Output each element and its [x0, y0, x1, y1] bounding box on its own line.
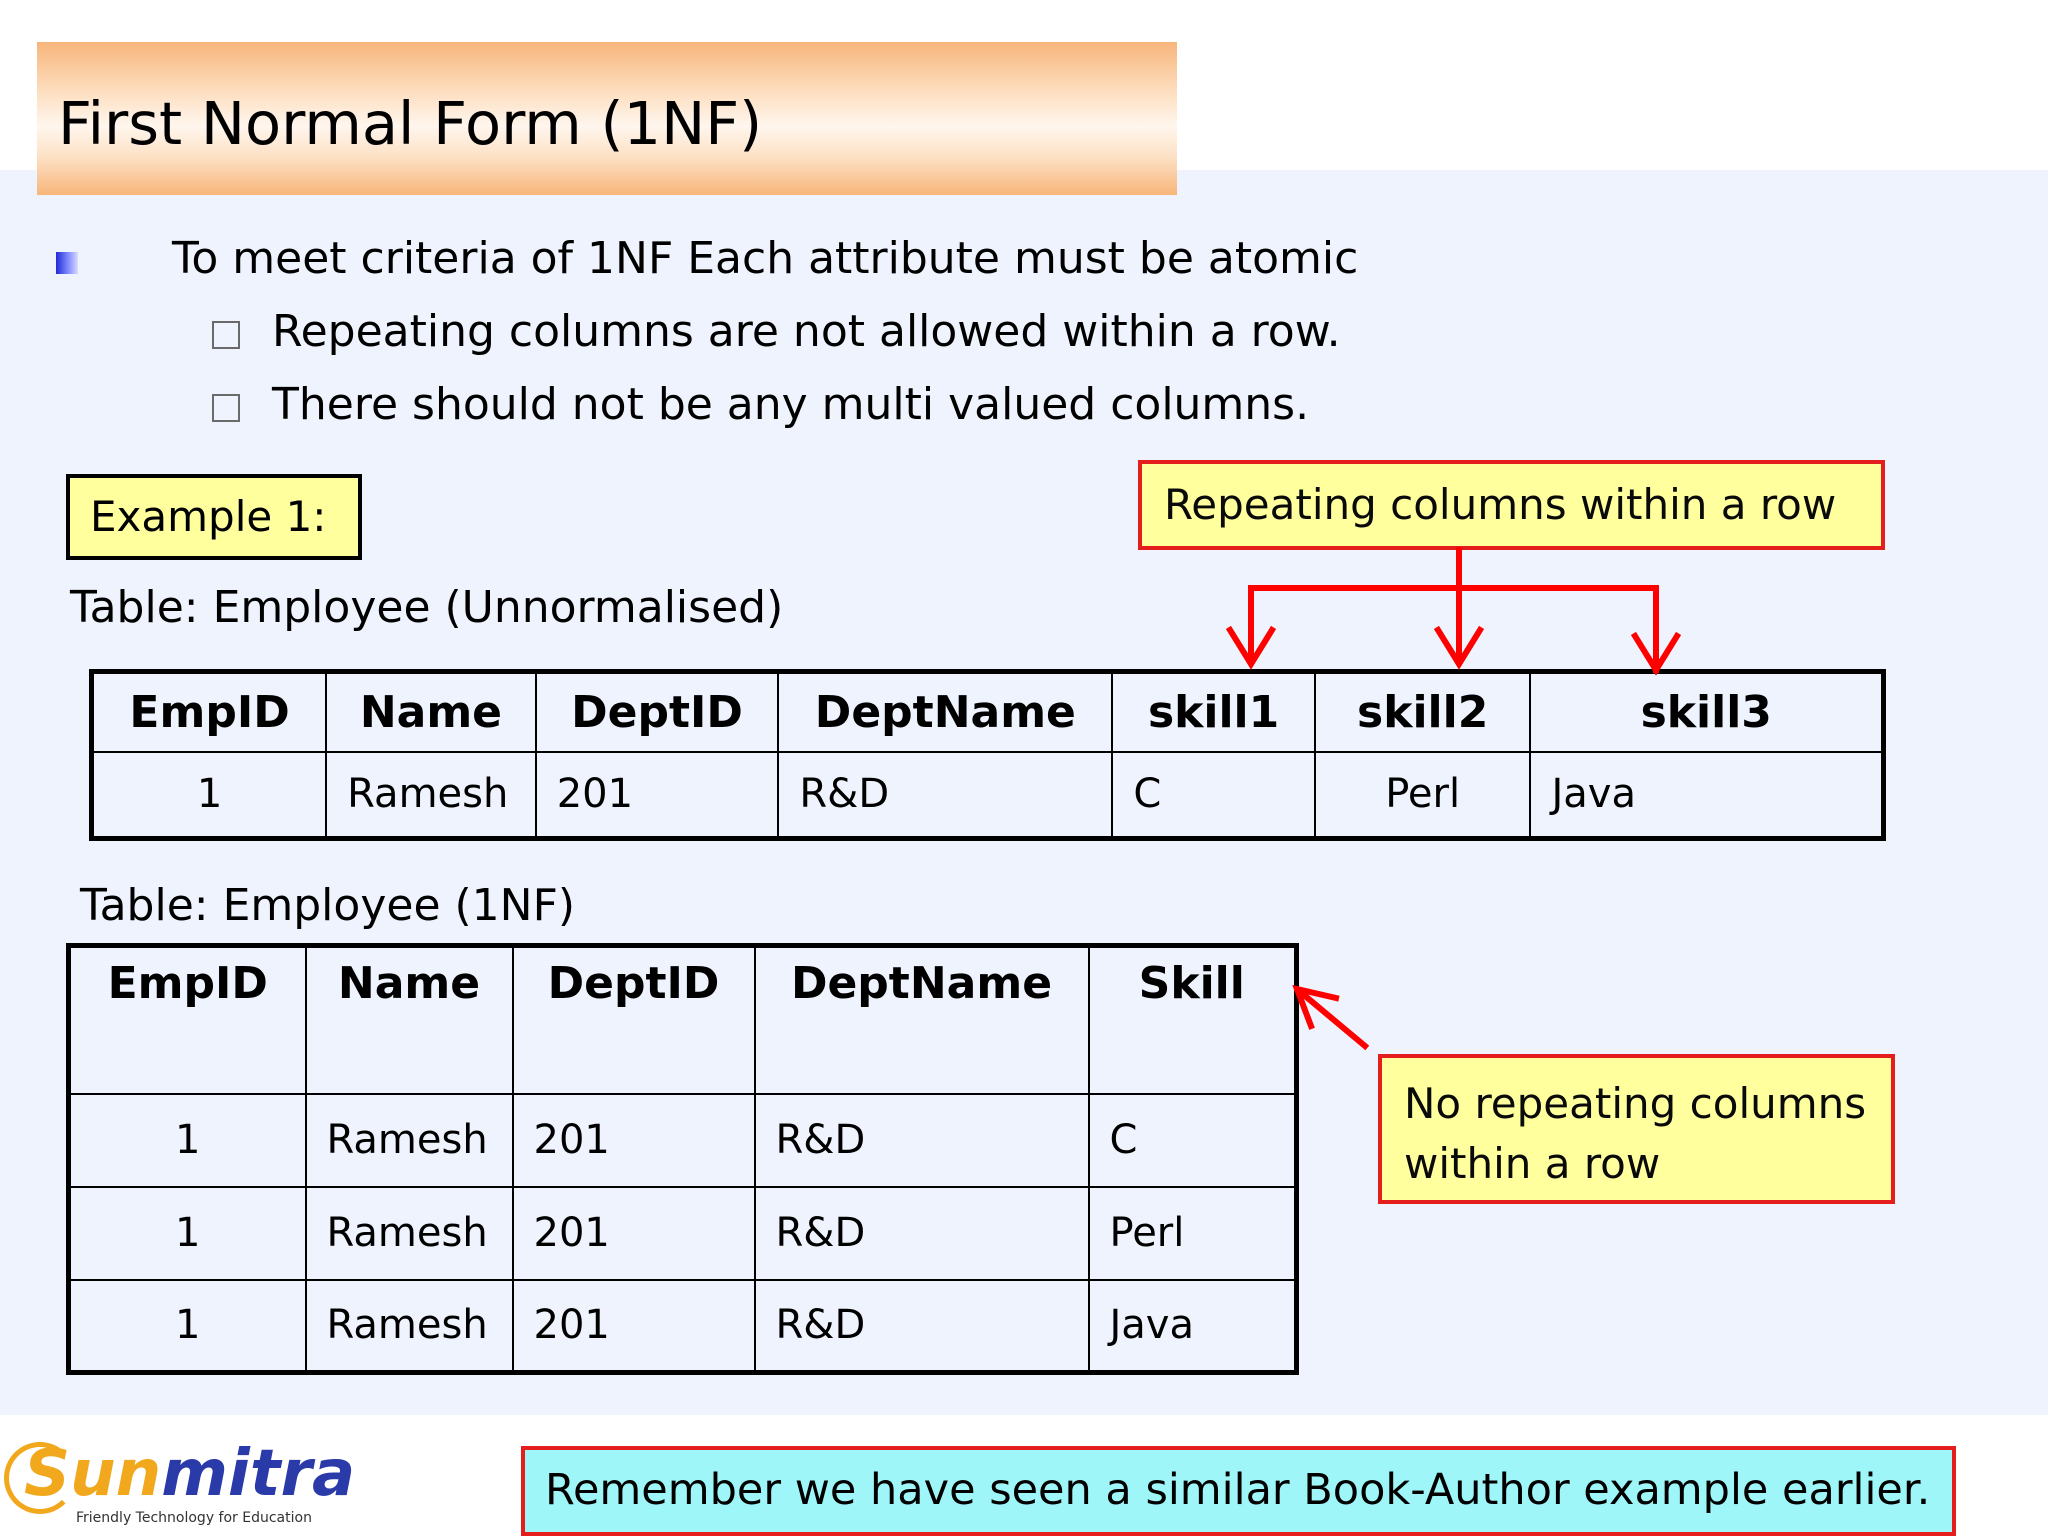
- callout-line-2: within a row: [1404, 1139, 1661, 1188]
- logo-wordmark: Sunmitra: [24, 1437, 356, 1511]
- table-cell: R&D: [778, 752, 1112, 839]
- column-header: DeptID: [513, 946, 755, 1094]
- column-header: skill2: [1315, 672, 1531, 752]
- table-cell: 1: [69, 1280, 306, 1373]
- column-header: skill1: [1112, 672, 1315, 752]
- column-header: Skill: [1089, 946, 1297, 1094]
- table-cell: 201: [513, 1094, 755, 1187]
- table-cell: 1: [92, 752, 327, 839]
- column-header: Name: [306, 946, 513, 1094]
- table-cell: Perl: [1315, 752, 1531, 839]
- table-row: [92, 752, 1884, 839]
- table-caption-1nf: Table: Employee (1NF): [80, 880, 576, 931]
- table-cell: C: [1089, 1094, 1297, 1187]
- table-cell: 201: [513, 1187, 755, 1280]
- checkbox-bullet-icon: [212, 321, 240, 349]
- callout-repeating-columns: Repeating columns within a row: [1138, 460, 1885, 550]
- sub-bullet-1: Repeating columns are not allowed within a row.: [272, 306, 1341, 357]
- column-header: DeptName: [755, 946, 1089, 1094]
- checkbox-bullet-icon: [212, 394, 240, 422]
- table-cell: 201: [536, 752, 779, 839]
- table-caption-unnormalised: Table: Employee (Unnormalised): [70, 582, 784, 633]
- table-cell: R&D: [755, 1280, 1089, 1373]
- table-row: [69, 1094, 1297, 1187]
- table-cell: R&D: [755, 1094, 1089, 1187]
- table-cell: R&D: [755, 1187, 1089, 1280]
- footer-note: Remember we have seen a similar Book-Author example earlier.: [521, 1446, 1956, 1536]
- table-cell: 201: [513, 1280, 755, 1373]
- table-row: [69, 1187, 1297, 1280]
- callout-line-1: No repeating columns: [1404, 1079, 1867, 1128]
- column-header: DeptName: [778, 672, 1112, 752]
- table-cell: Ramesh: [306, 1280, 513, 1373]
- table-cell: Ramesh: [306, 1094, 513, 1187]
- callout-no-repeating-columns: [1378, 1054, 1895, 1204]
- slide-title: First Normal Form (1NF): [58, 89, 763, 158]
- column-header: skill3: [1530, 672, 1883, 752]
- table-cell: Ramesh: [326, 752, 536, 839]
- column-header: DeptID: [536, 672, 779, 752]
- table-cell: Java: [1530, 752, 1883, 839]
- sunmitra-logo: [4, 1434, 356, 1529]
- table-header-row: [92, 672, 1884, 752]
- table-cell: 1: [69, 1187, 306, 1280]
- bullet-square-icon: [56, 252, 78, 274]
- table-cell: Ramesh: [306, 1187, 513, 1280]
- bullet-main: To meet criteria of 1NF Each attribute must be atomic: [172, 233, 1359, 284]
- employee-1nf-table: [66, 943, 1299, 1375]
- example-label: Example 1:: [66, 474, 362, 560]
- table-row: [69, 1280, 1297, 1373]
- sub-bullet-2: There should not be any multi valued columns.: [272, 379, 1310, 430]
- logo-tagline: Friendly Technology for Education: [76, 1510, 312, 1526]
- table-cell: C: [1112, 752, 1315, 839]
- column-header: EmpID: [92, 672, 327, 752]
- column-header: Name: [326, 672, 536, 752]
- column-header: EmpID: [69, 946, 306, 1094]
- table-header-row: [69, 946, 1297, 1094]
- employee-unnormalised-table: [89, 669, 1886, 841]
- table-cell: Java: [1089, 1280, 1297, 1373]
- table-cell: 1: [69, 1094, 306, 1187]
- table-cell: Perl: [1089, 1187, 1297, 1280]
